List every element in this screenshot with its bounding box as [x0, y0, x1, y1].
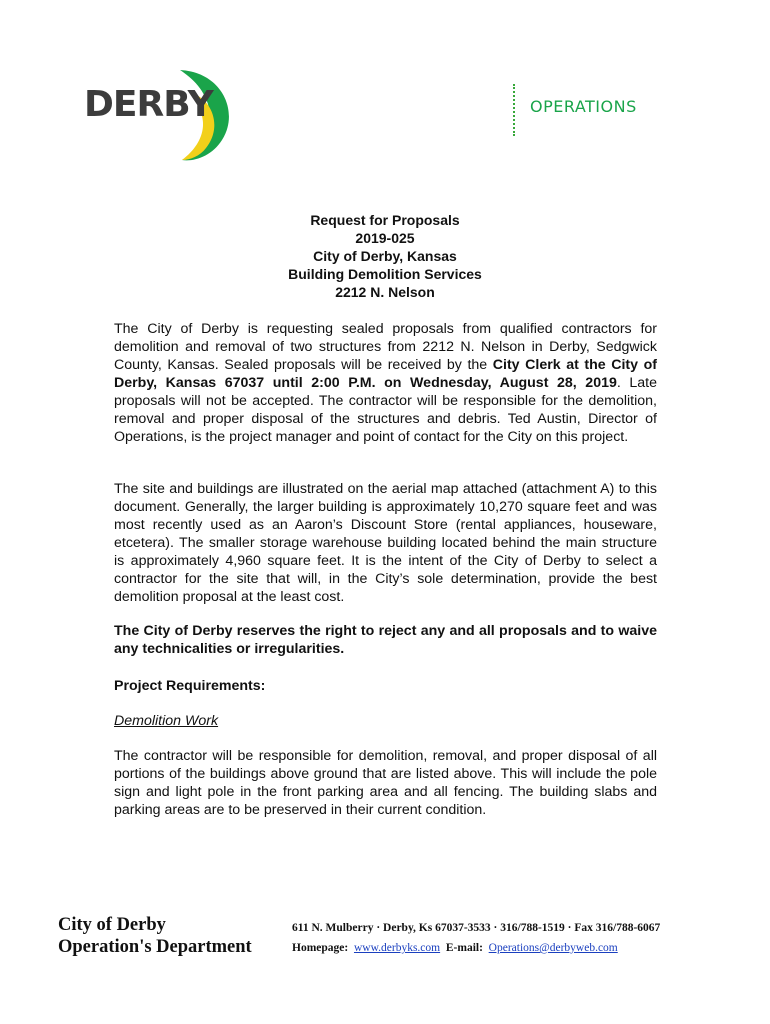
paragraph-reservation: The City of Derby reserves the right to reject any and all proposals and to waive any technicalities or irregularities.: [114, 623, 657, 657]
email-link[interactable]: Operations@derbyweb.com: [488, 942, 618, 954]
email-label: E-mail:: [445, 942, 483, 954]
footer-contact: [292, 918, 660, 958]
footer-org: [58, 914, 252, 958]
org-name: City of Derby: [58, 915, 166, 935]
title-line: City of Derby, Kansas: [313, 248, 457, 264]
section-heading: Project Requirements:: [114, 678, 266, 694]
title-line: Request for Proposals: [310, 212, 460, 228]
org-dept: Operation's Department: [58, 937, 252, 957]
title-line: Building Demolition Services: [288, 266, 482, 282]
deadline-text: City Clerk at the City of Derby, Kansas 67037 until 2:00 P.M. on Wednesday, August 28, 2019: [114, 357, 658, 391]
footer-links: [292, 938, 660, 958]
header-divider: [513, 84, 515, 136]
homepage-link[interactable]: www.derbyks.com: [353, 942, 441, 954]
paragraph-site: The site and buildings are illustrated on the aerial map attached (attachment A) to this document. Generally, the larger building is approximately 10,270 square feet and was most recently used as an Aaron’s Discount Store (rental appliances, houseware, etcetera). The smaller storage warehouse building located behind the main structure is approximately 4,960 square feet. It is the intent of the City of Derby to select a contractor for the site that will, in the City’s sole determination, provide the best demolition proposal at the least cost.: [114, 481, 657, 605]
rfp-number: 2019-025: [355, 230, 415, 246]
footer-address: 611 N. Mulberry · Derby, Ks 67037-3533 · 316/788-1519 · Fax 316/788-6067: [292, 922, 661, 934]
derby-logo: [72, 52, 242, 162]
logo-text: DERBY: [84, 84, 213, 125]
project-address: 2212 N. Nelson: [335, 284, 435, 300]
paragraph-intro: [114, 320, 657, 446]
intro-text-cont: . Late proposals will not be accepted. The contractor will be responsible for the demolition, removal and proper disposal of the structures and debris. Ted Austin, Director of Operations, is the project manager and point of contact for the City on this project.: [114, 375, 657, 445]
paragraph-demolition: The contractor will be responsible for demolition, removal, and proper disposal of all portions of the buildings above ground that are listed above. This will include the pole sign and light pole in the front parking area and all fencing. The building slabs and parking areas are to be preserved in their current condition.: [114, 748, 657, 818]
document-title: [0, 211, 770, 301]
intro-text: The City of Derby is requesting sealed proposals from qualified contractors for demolition and removal of two structures from 2212 N. Nelson in Derby, Sedgwick County, Kansas. Sealed proposals will be received by the: [114, 321, 657, 373]
department-label: OPERATIONS: [530, 97, 637, 116]
homepage-label: Homepage:: [292, 942, 349, 954]
subsection-heading: Demolition Work: [114, 713, 219, 729]
